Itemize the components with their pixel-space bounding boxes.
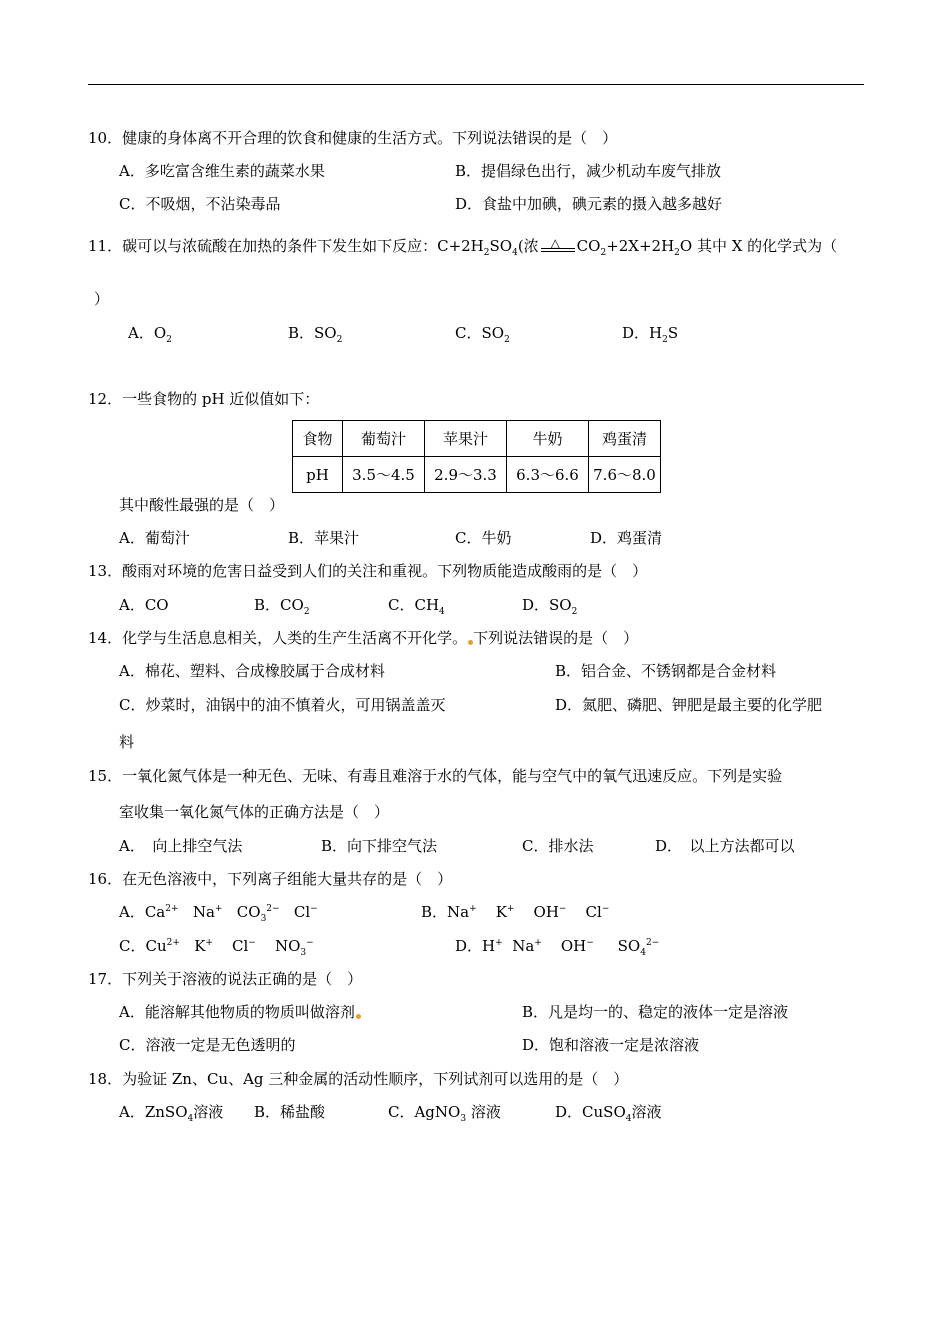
q10-stem: 10．健康的身体离不开合理的饮食和健康的生活方式。下列说法错误的是（ ） [88,129,618,147]
table-cell: pH [293,457,343,493]
annotation-mark [356,1014,361,1019]
q16-stem: 16．在无色溶液中，下列离子组能大量共存的是（ ） [88,870,453,888]
q13-option-d: D．$SO_2$ [522,596,578,617]
table-header-row [293,421,661,457]
q15-option-a: A． 向上排空气法 [119,837,243,855]
q18-option-c: C．AgNO$_3$ 溶液 [388,1103,501,1124]
q15-option-d: D． 以上方法都可以 [655,837,795,855]
q12-option-a: A．葡萄汁 [119,529,190,547]
q12-stem: 12．一些食物的 pH 近似值如下： [88,390,320,408]
q17-option-a: A．能溶解其他物质的物质叫做溶剂 [119,1002,361,1022]
table-cell: 鸡蛋清 [589,421,661,457]
q18-option-a: A．ZnSO$_4$溶液 [119,1103,224,1124]
q17-stem: 17．下列关于溶液的说法正确的是（ ） [88,970,363,988]
q15-stem-line1: 15．一氧化氮气体是一种无色、无味、有毒且难溶于水的气体，能与空气中的氧气迅速反应。下列是实验 [88,767,783,785]
q14-option-b: B．铝合金、不锈钢都是合金材料 [555,662,777,680]
q14-stem: 14．化学与生活息息相关，人类的生产生活离不开化学。 下列说法错误的是（ ） [88,629,639,647]
q11-option-b: B．$SO_2$ [288,324,343,345]
table-cell: 牛奶 [507,421,589,457]
q17-option-c: C．溶液一定是无色透明的 [119,1036,296,1054]
q13-option-a: A．CO [119,596,169,614]
q15-option-b: B．向下排空气法 [321,837,438,855]
q11-option-d: D．$H_2S$ [622,324,679,345]
q11-option-a: A．$O_2$ [128,324,172,345]
table-cell: 3.5～4.5 [343,457,425,493]
q11-stem-cont: ） [94,290,110,308]
q17-option-b: B．凡是均一的、稳定的液体一定是溶液 [522,1003,789,1021]
table-cell: 苹果汁 [425,421,507,457]
q13-option-c: C．$CH_4$ [388,596,445,617]
q12-option-b: B．苹果汁 [288,529,360,547]
q18-stem: 18．为验证 Zn、Cu、Ag 三种金属的活动性顺序，下列试剂可以选用的是（ ） [88,1070,629,1088]
q10-option-a: A．多吃富含维生素的蔬菜水果 [119,162,325,180]
q16-option-a: A．$Ca^{2+}$ Na+ $CO_3^{2-}$ Cl− [119,903,318,924]
q11-option-c: C．$SO_2$ [455,324,510,345]
q15-option-c: C．排水法 [522,837,594,855]
table-cell: 6.3～6.6 [507,457,589,493]
heating-equals-sign: △ [539,236,577,256]
q11-stem: 11．碳可以与浓硫酸在加热的条件下发生如下反应：$C+2H_2SO_4$(浓 △ $CO_2+2X+2H_2O$ 其中 X 的化学式为（ [88,236,838,258]
q14-option-c: C．炒菜时，油锅中的油不慎着火，可用锅盖盖灭 [119,696,446,714]
q10-option-b: B．提倡绿色出行，减少机动车废气排放 [455,162,722,180]
table-cell: 2.9～3.3 [425,457,507,493]
q12-option-c: C．牛奶 [455,529,512,547]
q14-option-a: A．棉花、塑料、合成橡胶属于合成材料 [119,662,385,680]
q14-option-d-cont: 料 [119,733,135,751]
q16-option-b: B．Na+ K+ OH− Cl− [421,903,610,921]
table-cell: 7.6～8.0 [589,457,661,493]
table-cell: 葡萄汁 [343,421,425,457]
q12-question: 其中酸性最强的是（ ） [119,496,285,514]
table-cell: 食物 [293,421,343,457]
q16-option-d: D．H+ Na+ OH− $SO_4^{2-}$ [455,937,660,958]
header-rule [88,84,864,85]
q18-option-d: D．CuSO$_4$溶液 [555,1103,662,1124]
q14-option-d: D．氮肥、磷肥、钾肥是最主要的化学肥 [555,696,823,714]
q13-option-b: B．$CO_2$ [254,596,310,617]
q10-option-c: C．不吸烟，不沾染毒品 [119,195,281,213]
q12-option-d: D．鸡蛋清 [590,529,663,547]
q10-option-d: D．食盐中加碘，碘元素的摄入越多越好 [455,195,723,213]
q13-stem: 13．酸雨对环境的危害日益受到人们的关注和重视。下列物质能造成酸雨的是（ ） [88,562,648,580]
q15-stem-line2: 室收集一氧化氮气体的正确方法是（ ） [119,803,390,821]
table-row [293,457,661,493]
q16-option-c: C．$Cu^{2+}$ K+ Cl− $NO_3^-$ [119,937,314,958]
q18-option-b: B．稀盐酸 [254,1103,326,1121]
q17-option-d: D．饱和溶液一定是浓溶液 [522,1036,700,1054]
ph-table [292,420,661,493]
